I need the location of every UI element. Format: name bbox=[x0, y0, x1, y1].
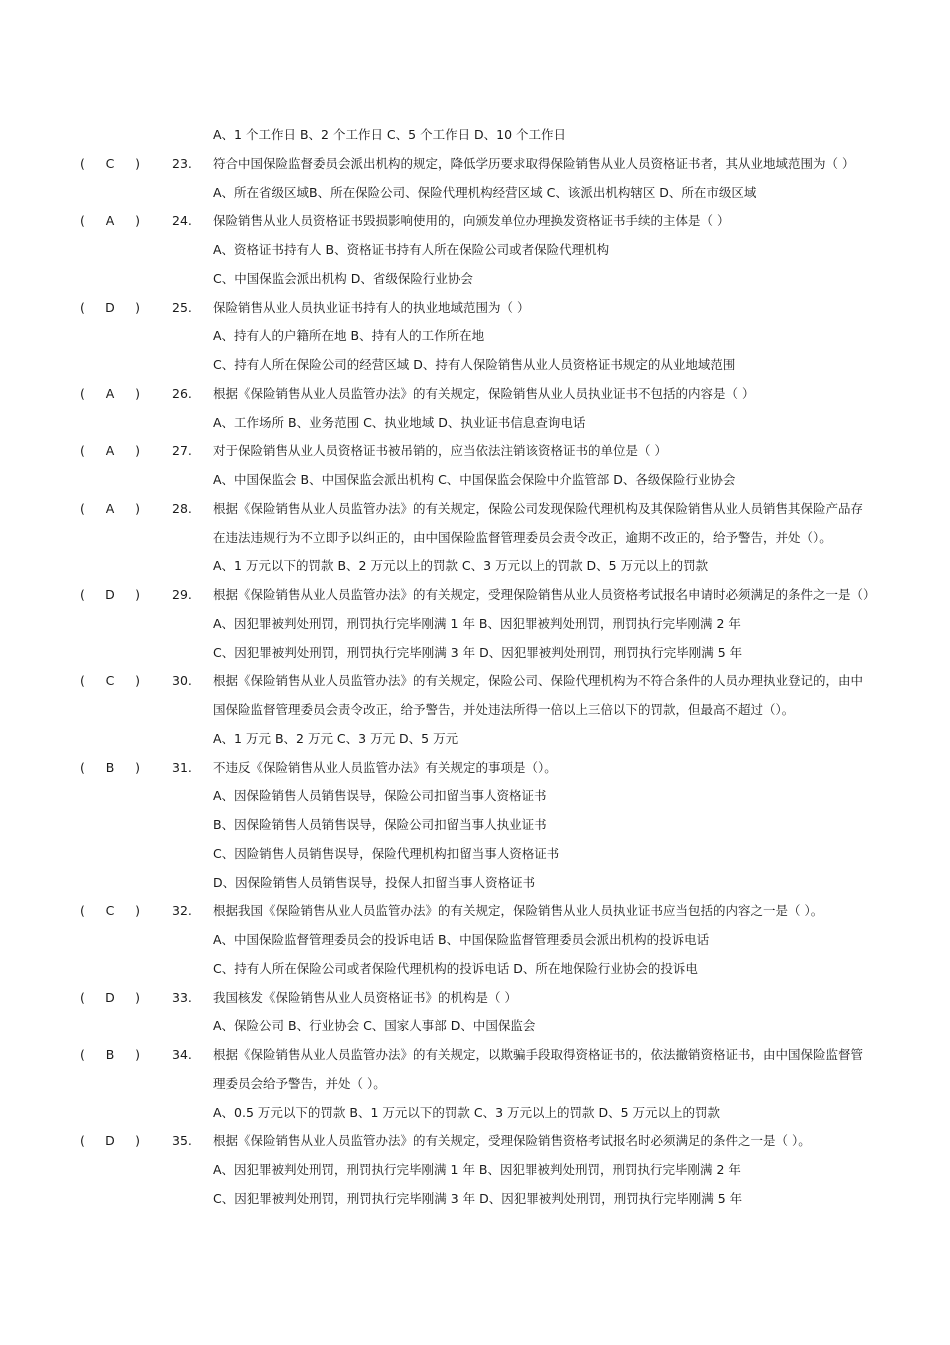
question-number: 24. bbox=[172, 213, 192, 229]
option-line bbox=[0, 728, 950, 750]
question-line bbox=[0, 153, 950, 175]
option-text: C、持有人所在保险公司的经营区域 D、持有人保险销售从业人员资格证书规定的从业地域范围 bbox=[213, 357, 736, 372]
question-line bbox=[0, 498, 950, 520]
option-line bbox=[0, 1102, 950, 1124]
option-text: C、因险销售人员销售误导，保险代理机构扣留当事人资格证书 bbox=[213, 845, 560, 861]
option-text: C、持有人所在保险公司或者保险代理机构的投诉电话 D、所在地保险行业协会的投诉电 bbox=[213, 960, 698, 976]
option-text: 理委员会给予警告，并处（ ）。 bbox=[213, 1075, 386, 1091]
option-text: A、因犯罪被判处刑罚，刑罚执行完毕刚满 1 年 B、因犯罪被判处刑罚，刑罚执行完毕刚满 2 年 bbox=[213, 1162, 741, 1177]
question-number: 29. bbox=[172, 587, 192, 602]
option-line bbox=[0, 1015, 950, 1037]
question-number: 26. bbox=[172, 385, 192, 401]
option-text: A、保险公司 B、行业协会 C、国家人事部 D、中国保监会 bbox=[213, 1018, 536, 1034]
close-paren: ) bbox=[135, 1133, 140, 1149]
answer-marker bbox=[80, 1130, 140, 1152]
answer-letter: C bbox=[105, 903, 115, 919]
question-line bbox=[0, 210, 950, 232]
option-line bbox=[0, 1073, 950, 1095]
option-text: A、1 个工作日 B、2 个工作日 C、5 个工作日 D、10 个工作日 bbox=[213, 127, 567, 142]
answer-letter: D bbox=[105, 1133, 115, 1149]
option-line bbox=[0, 527, 950, 549]
option-line bbox=[0, 613, 950, 635]
question-text: 符合中国保险监督委员会派出机构的规定，降低学历要求取得保险销售从业人员资格证书者，其从业地域范围为（ ） bbox=[213, 155, 855, 171]
answer-letter: A bbox=[105, 385, 115, 401]
close-paren: ) bbox=[135, 587, 140, 602]
question-number: 33. bbox=[172, 989, 192, 1005]
answer-letter: D bbox=[105, 299, 115, 315]
option-text: 国保险监督管理委员会责令改正，给予警告，并处违法所得一倍以上三倍以下的罚款，但最高不超过（）。 bbox=[213, 702, 795, 717]
answer-letter: C bbox=[105, 155, 115, 171]
answer-marker bbox=[80, 1044, 140, 1066]
option-line bbox=[0, 958, 950, 980]
option-line bbox=[0, 699, 950, 721]
open-paren: ( bbox=[80, 385, 85, 401]
close-paren: ) bbox=[135, 500, 140, 516]
close-paren: ) bbox=[135, 155, 140, 171]
answer-marker bbox=[80, 297, 140, 319]
option-text: A、1 万元 B、2 万元 C、3 万元 D、5 万元 bbox=[213, 730, 459, 746]
question-line bbox=[0, 1044, 950, 1066]
question-number: 23. bbox=[172, 155, 192, 171]
answer-marker bbox=[80, 153, 140, 175]
option-text: A、资格证书持有人 B、资格证书持有人所在保险公司或者保险代理机构 bbox=[213, 242, 610, 257]
answer-marker bbox=[80, 383, 140, 405]
question-line bbox=[0, 1130, 950, 1152]
question-text: 根据《保险销售从业人员监管办法》的有关规定，保险销售从业人员执业证书不包括的内容是（ ） bbox=[213, 385, 755, 401]
answer-letter: B bbox=[105, 759, 115, 775]
option-line bbox=[0, 555, 950, 577]
question-text: 保险销售从业人员执业证书持有人的执业地域范围为（ ） bbox=[213, 299, 530, 315]
option-text: B、因保险销售人员销售误导，保险公司扣留当事人执业证书 bbox=[213, 817, 547, 832]
answer-marker bbox=[80, 987, 140, 1009]
option-line bbox=[0, 1188, 950, 1210]
question-text: 保险销售从业人员资格证书毁损影响使用的，向颁发单位办理换发资格证书手续的主体是（ ） bbox=[213, 213, 730, 229]
close-paren: ) bbox=[135, 385, 140, 401]
option-text: C、因犯罪被判处刑罚，刑罚执行完毕刚满 3 年 D、因犯罪被判处刑罚，刑罚执行完毕刚满 5 年 bbox=[213, 1190, 743, 1206]
question-number: 31. bbox=[172, 759, 192, 775]
option-line bbox=[0, 124, 950, 146]
option-line bbox=[0, 412, 950, 434]
option-text: A、因保险销售人员销售误导，保险公司扣留当事人资格证书 bbox=[213, 788, 547, 804]
open-paren: ( bbox=[80, 587, 85, 602]
open-paren: ( bbox=[80, 673, 85, 689]
question-line bbox=[0, 987, 950, 1009]
answer-letter: A bbox=[105, 500, 115, 516]
open-paren: ( bbox=[80, 759, 85, 775]
question-line bbox=[0, 900, 950, 922]
option-text: A、中国保险监督管理委员会的投诉电话 B、中国保险监督管理委员会派出机构的投诉电话 bbox=[213, 932, 710, 947]
answer-letter: B bbox=[105, 1047, 115, 1062]
option-line bbox=[0, 182, 950, 204]
answer-marker bbox=[80, 900, 140, 922]
open-paren: ( bbox=[80, 443, 85, 459]
answer-marker bbox=[80, 584, 140, 606]
open-paren: ( bbox=[80, 1133, 85, 1149]
question-text: 我国核发《保险销售从业人员资格证书》的机构是（ ） bbox=[213, 989, 517, 1005]
option-text: A、中国保监会 B、中国保监会派出机构 C、中国保监会保险中介监管部 D、各级保险行业协会 bbox=[213, 472, 736, 487]
close-paren: ) bbox=[135, 989, 140, 1005]
option-line bbox=[0, 469, 950, 491]
question-text: 根据《保险销售从业人员监管办法》的有关规定，以欺骗手段取得资格证书的，依法撤销资格证书，由中国保险监督管 bbox=[213, 1047, 864, 1062]
question-text: 根据《保险销售从业人员监管办法》的有关规定，受理保险销售从业人员资格考试报名申请时必须满足的条件之一是（） bbox=[213, 587, 876, 602]
question-number: 27. bbox=[172, 443, 192, 459]
question-text: 根据《保险销售从业人员监管办法》的有关规定，保险公司发现保险代理机构及其保险销售从业人员销售其保险产品存 bbox=[213, 500, 864, 516]
question-number: 28. bbox=[172, 500, 192, 516]
answer-marker bbox=[80, 757, 140, 779]
option-text: A、1 万元以下的罚款 B、2 万元以上的罚款 C、3 万元以上的罚款 D、5 万元以上的罚款 bbox=[213, 558, 709, 574]
question-number: 25. bbox=[172, 299, 192, 315]
answer-letter: C bbox=[105, 673, 115, 689]
question-text: 根据我国《保险销售从业人员监管办法》的有关规定，保险销售从业人员执业证书应当包括的内容之一是（ ）。 bbox=[213, 903, 824, 919]
question-text: 根据《保险销售从业人员监管办法》的有关规定，保险公司、保险代理机构为不符合条件的人员办理执业登记的，由中 bbox=[213, 673, 864, 689]
answer-marker bbox=[80, 210, 140, 232]
question-line bbox=[0, 670, 950, 692]
option-line bbox=[0, 354, 950, 376]
option-text: A、0.5 万元以下的罚款 B、1 万元以下的罚款 C、3 万元以上的罚款 D、5 万元以上的罚款 bbox=[213, 1104, 721, 1120]
open-paren: ( bbox=[80, 500, 85, 516]
option-line bbox=[0, 929, 950, 951]
question-line bbox=[0, 440, 950, 462]
option-text: C、因犯罪被判处刑罚，刑罚执行完毕刚满 3 年 D、因犯罪被判处刑罚，刑罚执行完毕刚满 5 年 bbox=[213, 644, 743, 660]
open-paren: ( bbox=[80, 213, 85, 229]
question-number: 34. bbox=[172, 1047, 192, 1062]
option-line bbox=[0, 642, 950, 664]
option-text: A、因犯罪被判处刑罚，刑罚执行完毕刚满 1 年 B、因犯罪被判处刑罚，刑罚执行完毕刚满 2 年 bbox=[213, 615, 741, 631]
answer-marker bbox=[80, 498, 140, 520]
open-paren: ( bbox=[80, 1047, 85, 1062]
option-text: A、持有人的户籍所在地 B、持有人的工作所在地 bbox=[213, 328, 485, 344]
open-paren: ( bbox=[80, 299, 85, 315]
close-paren: ) bbox=[135, 1047, 140, 1062]
option-line bbox=[0, 872, 950, 894]
answer-letter: A bbox=[105, 213, 115, 229]
option-text: A、工作场所 B、业务范围 C、执业地域 D、执业证书信息查询电话 bbox=[213, 414, 586, 430]
question-number: 35. bbox=[172, 1133, 192, 1149]
option-text: D、因保险销售人员销售误导，投保人扣留当事人资格证书 bbox=[213, 874, 536, 890]
question-number: 32. bbox=[172, 903, 192, 919]
question-number: 30. bbox=[172, 673, 192, 689]
answer-letter: A bbox=[105, 443, 115, 459]
option-text: 在违法违规行为不立即予以纠正的，由中国保险监督管理委员会责令改正，逾期不改正的，给予警告，并处（）。 bbox=[213, 529, 832, 545]
question-line bbox=[0, 757, 950, 779]
option-text: A、所在省级区域B、所在保险公司、保险代理机构经营区域 C、该派出机构辖区 D、所在市级区域 bbox=[213, 184, 757, 200]
option-line bbox=[0, 843, 950, 865]
question-text: 不违反《保险销售从业人员监管办法》有关规定的事项是（）。 bbox=[213, 759, 557, 775]
question-line bbox=[0, 584, 950, 606]
question-line bbox=[0, 383, 950, 405]
close-paren: ) bbox=[135, 213, 140, 229]
question-text: 对于保险销售从业人员资格证书被吊销的，应当依法注销该资格证书的单位是（ ） bbox=[213, 443, 667, 459]
answer-marker bbox=[80, 670, 140, 692]
option-line bbox=[0, 814, 950, 836]
open-paren: ( bbox=[80, 903, 85, 919]
option-line bbox=[0, 268, 950, 290]
answer-letter: D bbox=[105, 587, 115, 602]
open-paren: ( bbox=[80, 989, 85, 1005]
close-paren: ) bbox=[135, 759, 140, 775]
option-text: C、中国保监会派出机构 D、省级保险行业协会 bbox=[213, 270, 473, 286]
open-paren: ( bbox=[80, 155, 85, 171]
close-paren: ) bbox=[135, 443, 140, 459]
question-text: 根据《保险销售从业人员监管办法》的有关规定，受理保险销售资格考试报名时必须满足的条件之一是（ ）。 bbox=[213, 1133, 811, 1149]
question-line bbox=[0, 297, 950, 319]
option-line bbox=[0, 325, 950, 347]
option-line bbox=[0, 785, 950, 807]
close-paren: ) bbox=[135, 903, 140, 919]
close-paren: ) bbox=[135, 673, 140, 689]
option-line bbox=[0, 1159, 950, 1181]
close-paren: ) bbox=[135, 299, 140, 315]
answer-letter: D bbox=[105, 989, 115, 1005]
option-line bbox=[0, 239, 950, 261]
answer-marker bbox=[80, 440, 140, 462]
